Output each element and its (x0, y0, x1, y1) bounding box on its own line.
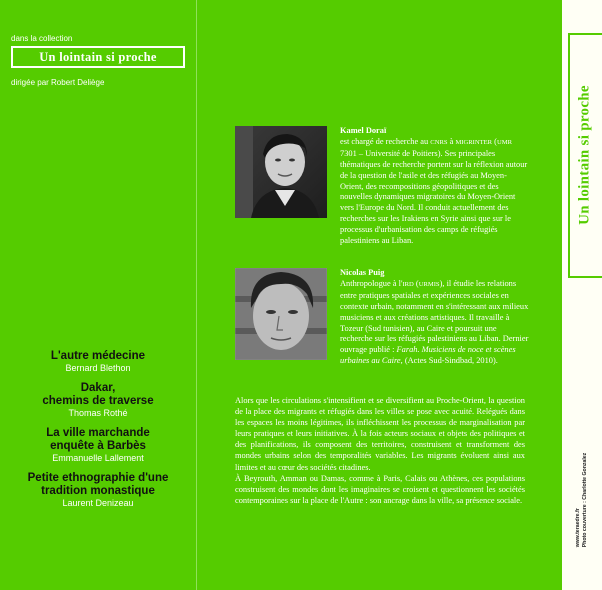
book-title-line1: Dakar, (80, 382, 116, 394)
summary-paragraph-1: Alors que les circulations s'intensifient et se diversifient au Proche-Orient, la question de la place des migrants et réfugiés dans les villes se pose avec acuité. Relégués dans les espaces les moins légitimes, ils infléchissent les processus de marginalisation par leurs pratiques et leurs initiatives. À la fois acteurs sociaux et objets des politiques et des planifications, ils composent des territoires, construisent et transforment des mondes urbains selon des temporalités variables. Les migrants évoluent ainsi aux limites et au cœur des sociétés citadines. (235, 396, 525, 472)
author-bio-kamel-dorai: Kamel Doraï est chargé de recherche au CNRS à MIGRINTER (UMR 7301 – Université de Poitiers). Ses principales thématiques de recherche portent sur la réflexion autour de la question de l'asile et des réfugiés au Moyen-Orient, des recompositions géopolitiques et des nouvelles dynamiques migratoires du Moyen-Orient vers l'Europe du Nord. Il conduit actuellement des recherches sur les Irakiens en Syrie ainsi que sur le processus d'urbanisation des camps de réfugiés palestiniens au Liban. (340, 126, 530, 247)
book-item (0, 350, 196, 374)
summary-paragraph-2: À Beyrouth, Amman ou Damas, comme à Paris, Calais ou Athènes, ces populations construisent des mondes dont les imaginaires se croisent et questionnent les sociétés contemporaines sur la place de l'Autre : son ancrage dans la ville, sa présence sociale. (235, 473, 525, 505)
photo-credit: Photo couverture : Charlotte Gonzalez (582, 452, 588, 548)
portrait-icon (235, 268, 327, 360)
collection-name: Un lointain si proche (39, 49, 157, 64)
book-item (0, 382, 196, 419)
portrait-icon (235, 126, 327, 218)
book-author: Emmanuelle Lallement (52, 453, 144, 463)
collection-book-list (0, 350, 196, 517)
spine-title: Un lointain si proche (576, 85, 593, 225)
book-item (0, 427, 196, 464)
book-title-line2: chemins de traverse (42, 395, 154, 407)
author-name: Kamel Doraï (340, 126, 387, 135)
spine-credits (575, 453, 589, 548)
collection-name-box (11, 46, 185, 68)
book-title-line2: enquête à Barbès (50, 440, 146, 452)
book-title: L'autre médecine (50, 350, 146, 362)
publisher-website: www.teraedre.fr (575, 508, 581, 548)
book-title-italic: Farah. Musiciens de noce et scènes urbaines au Caire (340, 345, 516, 366)
author-photo-nicolas-puig (235, 268, 327, 360)
book-title-line2: tradition monastique (41, 485, 155, 497)
book-title-line1: La ville marchande (46, 427, 150, 439)
book-item (0, 472, 196, 509)
book-author: Laurent Denizeau (62, 498, 134, 508)
collection-director: dirigée par Robert Deliège (11, 78, 105, 87)
collection-intro: dans la collection (11, 34, 73, 43)
author-bio-nicolas-puig: Nicolas Puig Anthropologue à l'IRD (URMIS), il étudie les relations entre pratiques spatiales et expériences sociales en contexte urbain, notamment en s'intéressant aux milieux musiciens et aux créations artistiques. Il travaille à Tozeur (Sud tunisien), au Caire et poursuit une recherche sur les réfugiés palestiniens au Liban. Dernier ouvrage publié : Farah. Musiciens de noce et scènes urbaines au Caire, (Actes Sud-Sindbad, 2010). (340, 268, 529, 366)
book-author: Bernard Blethon (65, 363, 131, 373)
author-photo-kamel-dorai (235, 126, 327, 218)
author-name: Nicolas Puig (340, 268, 385, 277)
book-summary (235, 395, 525, 506)
book-title-line1: Petite ethnographie d'une (27, 472, 169, 484)
book-author: Thomas Rothé (68, 408, 128, 418)
